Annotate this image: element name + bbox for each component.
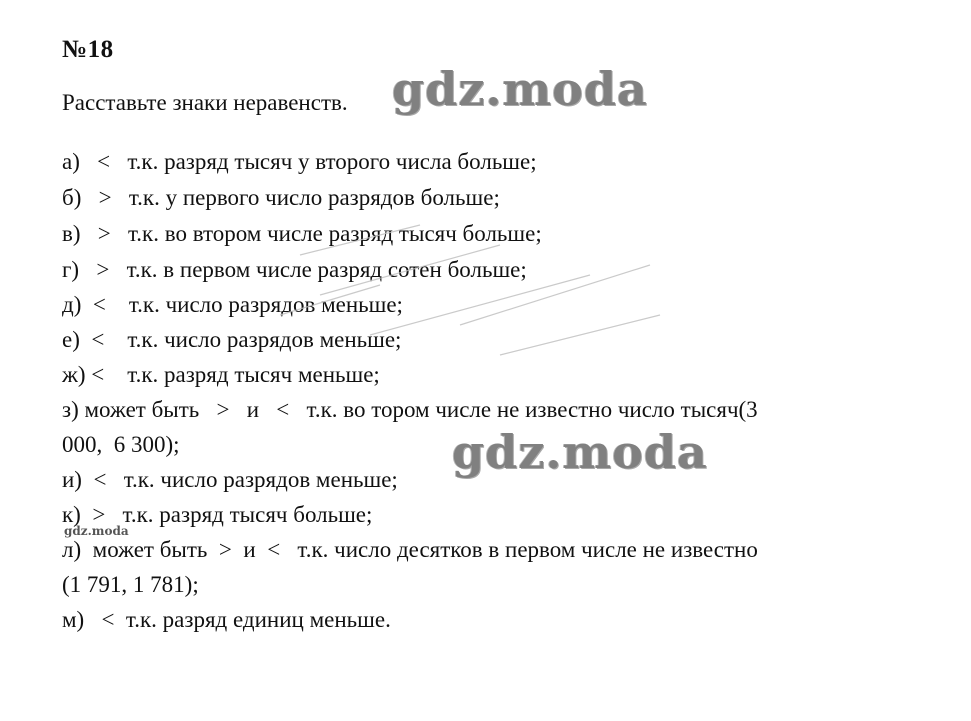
watermark-middle: gdz.moda	[452, 425, 708, 479]
answer-line-d: д) < т.к. число разрядов меньше;	[62, 292, 403, 317]
answer-line-e: е) < т.к. число разрядов меньше;	[62, 327, 402, 352]
answer-line-v: в) > т.к. во втором числе разряд тысяч больше;	[62, 221, 542, 246]
answer-line-i: и) < т.к. число разрядов меньше;	[62, 467, 398, 492]
answer-line-z: з) может быть > и < т.к. во тором числе не известно число тысяч(3	[62, 397, 758, 422]
answer-line-l-cont: (1 791, 1 781);	[62, 572, 199, 597]
answer-line-l: л) может быть > и < т.к. число десятков в первом числе не известно	[62, 537, 758, 562]
watermark-small: gdz.moda	[64, 524, 129, 538]
exercise-number: №18	[62, 36, 114, 63]
answer-line-k: к) > т.к. разряд тысяч больше;	[62, 502, 373, 527]
answer-line-g: г) > т.к. в первом числе разряд сотен больше;	[62, 257, 527, 282]
answer-line-m: м) < т.к. разряд единиц меньше.	[62, 607, 391, 632]
task-statement: Расставьте знаки неравенств.	[62, 90, 348, 115]
answer-line-z-cont: 000, 6 300);	[62, 432, 180, 457]
answer-line-b: б) > т.к. у первого число разрядов больше;	[62, 185, 500, 210]
answer-line-zh: ж) < т.к. разряд тысяч меньше;	[62, 362, 380, 387]
answer-line-a: а) < т.к. разряд тысяч у второго числа больше;	[62, 149, 537, 174]
watermark-top: gdz.moda	[392, 62, 648, 116]
